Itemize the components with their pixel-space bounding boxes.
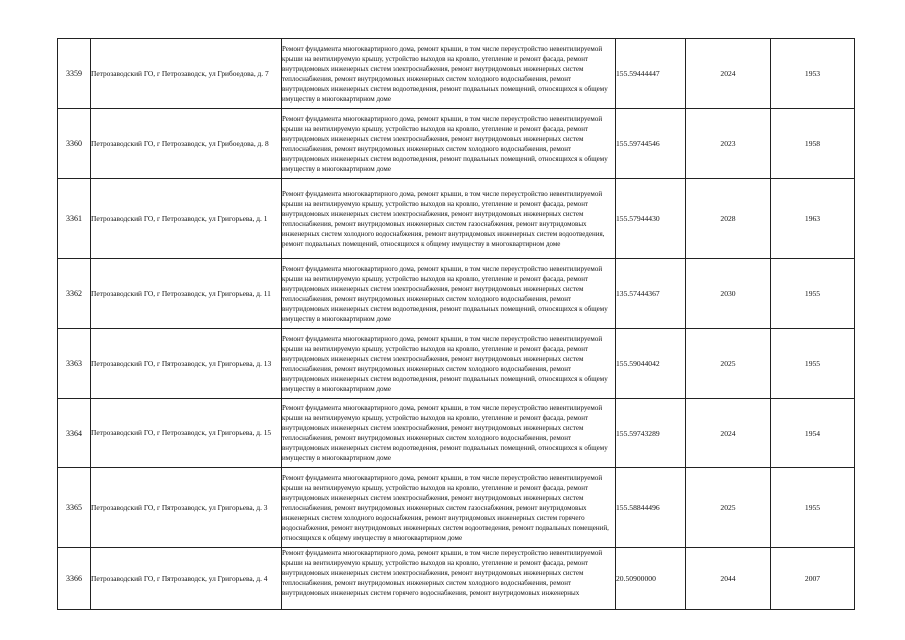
value-cell: 155.58844496: [616, 468, 686, 548]
works-cell: Ремонт фундамента многоквартирного дома, ремонт крыши, в том числе переустройство невентилируемой крыши на вентилируемую крышу, устройство выходов на кровлю, утепление и ремонт фасада, ремонт внутридомовых инженерных систем электроснабжения, ремонт внутридомовых инженерных систем теплоснабжения, ремонт внутридомовых инженерных систем холодного водоснабжения, ремонт внутридомовых инженерных систем водоотведения, ремонт подвальных помещений, относящихся к общему имуществу в многоквартирном доме: [282, 399, 616, 468]
value-cell: 155.57944430: [616, 179, 686, 259]
planned-year-cell: 2030: [686, 259, 771, 329]
built-year-cell: 1955: [771, 259, 855, 329]
row-number: 3366: [58, 548, 91, 610]
value-cell: 155.59044042: [616, 329, 686, 399]
address-cell: Петрозаводский ГО, г Петрозаводск, ул Грибоедова, д. 7: [91, 39, 282, 109]
planned-year-cell: 2044: [686, 548, 771, 610]
built-year-cell: 1958: [771, 109, 855, 179]
value-cell: 155.59744546: [616, 109, 686, 179]
works-cell: Ремонт фундамента многоквартирного дома, ремонт крыши, в том числе переустройство невентилируемой крыши на вентилируемую крышу, устройство выходов на кровлю, утепление и ремонт фасада, ремонт внутридомовых инженерных систем электроснабжения, ремонт внутридомовых инженерных систем теплоснабжения, ремонт внутридомовых инженерных систем холодного водоснабжения, ремонт внутридомовых инженерных систем водоотведения, ремонт подвальных помещений, относящихся к общему имуществу в многоквартирном доме: [282, 109, 616, 179]
value-cell: 135.57444367: [616, 259, 686, 329]
table-row: [58, 109, 855, 179]
planned-year-cell: 2028: [686, 179, 771, 259]
works-cell: Ремонт фундамента многоквартирного дома, ремонт крыши, в том числе переустройство невентилируемой крыши на вентилируемую крышу, устройство выходов на кровлю, утепление и ремонт фасада, ремонт внутридомовых инженерных систем электроснабжения, ремонт внутридомовых инженерных систем теплоснабжения, ремонт внутридомовых инженерных систем газоснабжения, ремонт внутридомовых инженерных систем холодного водоснабжения, ремонт внутридомовых инженерных систем водоотведения, ремонт подвальных помещений, относящихся к общему имуществу в многоквартирном доме: [282, 179, 616, 259]
row-number: 3365: [58, 468, 91, 548]
registry-table: [57, 38, 855, 610]
row-number: 3362: [58, 259, 91, 329]
planned-year-cell: 2024: [686, 399, 771, 468]
works-cell: Ремонт фундамента многоквартирного дома, ремонт крыши, в том числе переустройство невентилируемой крыши на вентилируемую крышу, устройство выходов на кровлю, утепление и ремонт фасада, ремонт внутридомовых инженерных систем электроснабжения, ремонт внутридомовых инженерных систем теплоснабжения, ремонт внутридомовых инженерных систем холодного водоснабжения, ремонт внутридомовых инженерных систем водоотведения, ремонт подвальных помещений, относящихся к общему имуществу в многоквартирном доме: [282, 259, 616, 329]
table-row: [58, 468, 855, 548]
row-number: 3361: [58, 179, 91, 259]
table-row: [58, 399, 855, 468]
row-number: 3360: [58, 109, 91, 179]
planned-year-cell: 2024: [686, 39, 771, 109]
value-cell: 155.59444447: [616, 39, 686, 109]
table-row: [58, 259, 855, 329]
table-row: [58, 329, 855, 399]
address-cell: Петрозаводский ГО, г Пятрозаводск, ул Григорьева, д. 13: [91, 329, 282, 399]
built-year-cell: 1954: [771, 399, 855, 468]
value-cell: 20.50900000: [616, 548, 686, 610]
row-number: 3359: [58, 39, 91, 109]
built-year-cell: 1955: [771, 329, 855, 399]
address-cell: Петрозаводский ГО, г Петрозаводск, ул Григорьева, д. 11: [91, 259, 282, 329]
address-cell: Петрозаводский ГО, г Петрозаводск, ул Григорьева, д. 1: [91, 179, 282, 259]
built-year-cell: 1963: [771, 179, 855, 259]
works-cell: Ремонт фундамента многоквартирного дома, ремонт крыши, в том числе переустройство невентилируемой крыши на вентилируемую крышу, устройство выходов на кровлю, утепление и ремонт фасада, ремонт внутридомовых инженерных систем электроснабжения, ремонт внутридомовых инженерных систем теплоснабжения, ремонт внутридомовых инженерных систем холодного водоснабжения, ремонт внутридомовых инженерных систем водоотведения, ремонт подвальных помещений, относящихся к общему имуществу в многоквартирном доме: [282, 39, 616, 109]
table-row: [58, 179, 855, 259]
address-cell: Петрозаводский ГО, г Петрозаводск, ул Грибоедова, д. 8: [91, 109, 282, 179]
row-number: 3364: [58, 399, 91, 468]
works-cell: Ремонт фундамента многоквартирного дома, ремонт крыши, в том числе переустройство невентилируемой крыши на вентилируемую крышу, устройство выходов на кровлю, утепление и ремонт фасада, ремонт внутридомовых инженерных систем электроснабжения, ремонт внутридомовых инженерных систем теплоснабжения, ремонт внутридомовых инженерных систем газоснабжения, ремонт внутридомовых инженерных систем холодного водоснабжения, ремонт внутридомовых инженерных систем горячего водоснабжения, ремонт внутридомовых инженерных систем водоотведения, ремонт подвальных помещений, относящихся к общему имуществу в многоквартирном доме: [282, 468, 616, 548]
table-row: [58, 39, 855, 109]
built-year-cell: 1955: [771, 468, 855, 548]
row-number: 3363: [58, 329, 91, 399]
built-year-cell: 1953: [771, 39, 855, 109]
planned-year-cell: 2023: [686, 109, 771, 179]
address-cell: Петрозаводский ГО, г Петрозаводск, ул Григорьева, д. 15: [91, 399, 282, 468]
planned-year-cell: 2025: [686, 468, 771, 548]
built-year-cell: 2007: [771, 548, 855, 610]
works-cell: Ремонт фундамента многоквартирного дома, ремонт крыши, в том числе переустройство невентилируемой крыши на вентилируемую крышу, устройство выходов на кровлю, утепление и ремонт фасада, ремонт внутридомовых инженерных систем электроснабжения, ремонт внутридомовых инженерных систем теплоснабжения, ремонт внутридомовых инженерных систем холодного водоснабжения, ремонт внутридомовых инженерных систем горячего водоснабжения, ремонт внутридомовых инженерных: [282, 548, 616, 610]
value-cell: 155.59743289: [616, 399, 686, 468]
table-row: [58, 548, 855, 610]
planned-year-cell: 2025: [686, 329, 771, 399]
works-cell: Ремонт фундамента многоквартирного дома, ремонт крыши, в том числе переустройство невентилируемой крыши на вентилируемую крышу, устройство выходов на кровлю, утепление и ремонт фасада, ремонт внутридомовых инженерных систем электроснабжения, ремонт внутридомовых инженерных систем теплоснабжения, ремонт внутридомовых инженерных систем холодного водоснабжения, ремонт внутридомовых инженерных систем водоотведения, ремонт подвальных помещений, относящихся к общему имуществу в многоквартирном доме: [282, 329, 616, 399]
address-cell: Петрозаводский ГО, г Пятрозаводск, ул Григорьева, д. 4: [91, 548, 282, 610]
address-cell: Петрозаводский ГО, г Пятрозаводск, ул Григорьева, д. 3: [91, 468, 282, 548]
